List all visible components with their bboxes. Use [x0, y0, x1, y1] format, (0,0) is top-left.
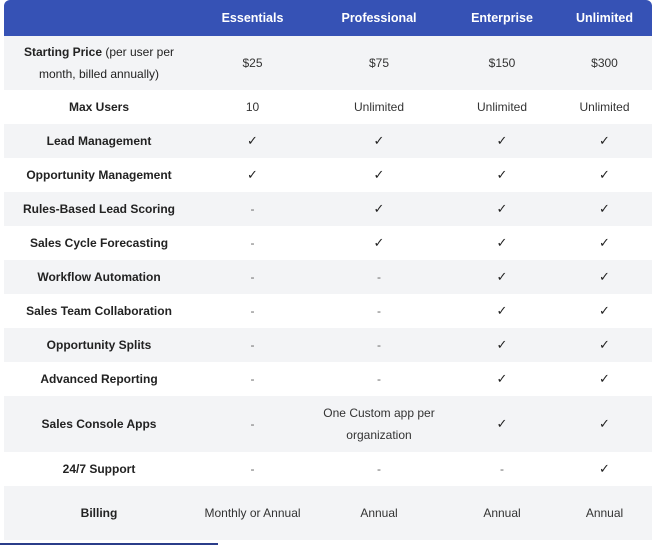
dash-mark: - — [311, 452, 447, 486]
dash-mark: - — [194, 452, 311, 486]
dash-mark: - — [194, 396, 311, 452]
cell-enterprise: Unlimited — [447, 90, 557, 124]
check-icon: ✓ — [311, 192, 447, 226]
check-icon: ✓ — [447, 226, 557, 260]
dash-mark: - — [194, 362, 311, 396]
dash-mark: - — [311, 328, 447, 362]
table-row — [4, 362, 652, 396]
header-professional: Professional — [311, 0, 447, 36]
table-row — [4, 36, 652, 90]
feature-label: Advanced Reporting — [4, 362, 194, 396]
check-icon: ✓ — [557, 396, 652, 452]
table-row — [4, 486, 652, 540]
check-icon: ✓ — [557, 192, 652, 226]
check-icon: ✓ — [311, 158, 447, 192]
header-unlimited: Unlimited — [557, 0, 652, 36]
feature-label: Sales Console Apps — [4, 396, 194, 452]
table-row — [4, 294, 652, 328]
table-row — [4, 158, 652, 192]
check-icon: ✓ — [557, 124, 652, 158]
feature-label: Max Users — [4, 90, 194, 124]
feature-label: Workflow Automation — [4, 260, 194, 294]
header-essentials: Essentials — [194, 0, 311, 36]
cell-professional: Annual — [311, 486, 447, 540]
feature-label: Rules-Based Lead Scoring — [4, 192, 194, 226]
cell-essentials: 10 — [194, 90, 311, 124]
feature-label: 24/7 Support — [4, 452, 194, 486]
cell-professional: Unlimited — [311, 90, 447, 124]
cell-enterprise: $150 — [447, 36, 557, 90]
check-icon: ✓ — [311, 124, 447, 158]
check-icon: ✓ — [447, 260, 557, 294]
dash-mark: - — [311, 362, 447, 396]
cell-enterprise: Annual — [447, 486, 557, 540]
pricing-table — [4, 0, 652, 540]
check-icon: ✓ — [194, 158, 311, 192]
dash-mark: - — [311, 260, 447, 294]
table-row — [4, 452, 652, 486]
dash-mark: - — [194, 260, 311, 294]
check-icon: ✓ — [194, 124, 311, 158]
table-row — [4, 90, 652, 124]
check-icon: ✓ — [447, 328, 557, 362]
feature-label: Billing — [4, 486, 194, 540]
check-icon: ✓ — [557, 328, 652, 362]
dash-mark: - — [311, 294, 447, 328]
cell-essentials: Monthly or Annual — [194, 486, 311, 540]
feature-label: Opportunity Management — [4, 158, 194, 192]
check-icon: ✓ — [447, 124, 557, 158]
feature-label: Sales Cycle Forecasting — [4, 226, 194, 260]
dash-mark: - — [194, 328, 311, 362]
table-row — [4, 396, 652, 452]
check-icon: ✓ — [447, 294, 557, 328]
feature-label: Opportunity Splits — [4, 328, 194, 362]
header-feature — [4, 0, 194, 36]
cell-unlimited: Annual — [557, 486, 652, 540]
dash-mark: - — [447, 452, 557, 486]
check-icon: ✓ — [447, 192, 557, 226]
check-icon: ✓ — [447, 158, 557, 192]
table-row — [4, 226, 652, 260]
table-row — [4, 124, 652, 158]
header-enterprise: Enterprise — [447, 0, 557, 36]
table-row — [4, 192, 652, 226]
table-header-row — [4, 0, 652, 36]
check-icon: ✓ — [557, 452, 652, 486]
feature-note: (per user per month, billed annually) — [38, 45, 175, 81]
check-icon: ✓ — [311, 226, 447, 260]
table-row — [4, 260, 652, 294]
check-icon: ✓ — [447, 362, 557, 396]
feature-label: Lead Management — [4, 124, 194, 158]
check-icon: ✓ — [557, 362, 652, 396]
check-icon: ✓ — [557, 226, 652, 260]
check-icon: ✓ — [557, 260, 652, 294]
feature-label — [4, 36, 194, 90]
check-icon: ✓ — [557, 158, 652, 192]
dash-mark: - — [194, 294, 311, 328]
table-row — [4, 328, 652, 362]
feature-name: Starting Price — [23, 45, 102, 59]
dash-mark: - — [194, 192, 311, 226]
check-icon: ✓ — [557, 294, 652, 328]
cell-professional: One Custom app per organization — [311, 396, 447, 452]
cell-unlimited: Unlimited — [557, 90, 652, 124]
check-icon: ✓ — [447, 396, 557, 452]
cell-unlimited: $300 — [557, 36, 652, 90]
cell-professional: $75 — [311, 36, 447, 90]
feature-label: Sales Team Collaboration — [4, 294, 194, 328]
dash-mark: - — [194, 226, 311, 260]
cell-essentials: $25 — [194, 36, 311, 90]
